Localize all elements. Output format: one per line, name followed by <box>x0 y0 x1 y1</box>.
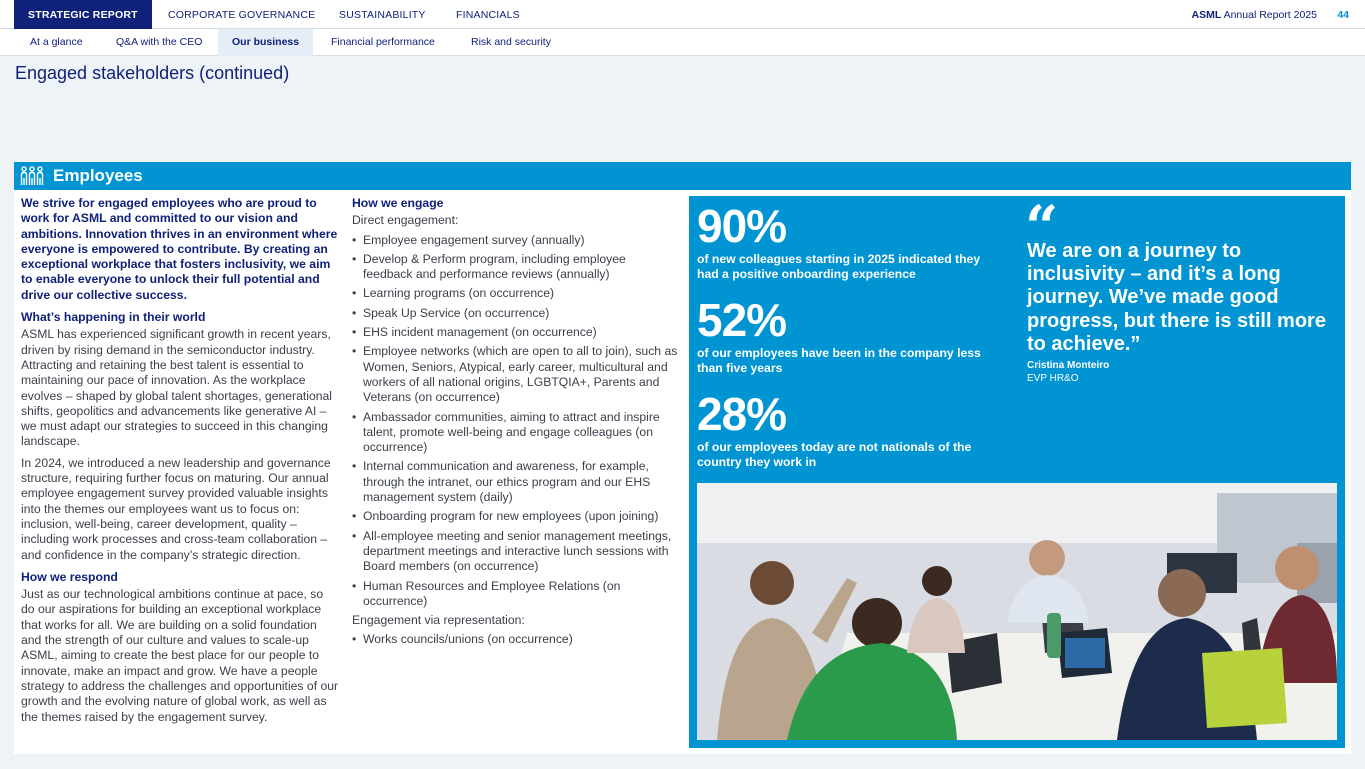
list-item: • Human Resources and Employee Relations (on occurrence) <box>352 579 678 610</box>
paragraph-respond: Just as our technological ambitions continue at pace, so do our aspirations for building an exceptional workplace that works for all. We are building on a solid foundation and the strength of our culture and values to scale-up ASML, aiming to create the best place for our people to innovate, make an impact and grow. We have a people strategy to address the challenges and opportunities of our growth and the evolving nature of global work, as well as the themes raised by the engagement survey. <box>21 587 339 724</box>
list-item: • Speak Up Service (on occurrence) <box>352 306 678 321</box>
lead-paragraph: We strive for engaged employees who are proud to work for ASML and committed to our vision and ambitions. Innovation thrives in an environment where everyone is empowered to contribute. By creating an exceptional workplace that fosters inclusivity, we aim to enable everyone to unlock their full potential and drive our collective success. <box>21 196 338 302</box>
list-item: • EHS incident management (on occurrence) <box>352 325 678 340</box>
paragraph-world-1: ASML has experienced significant growth in recent years, driven by rising demand in the semiconductor industry. Attracting and retaining the best talent is essential to maintaining our pace of innovation. As the workplace evolves – shaped by global talent shortages, generational shifts, geopolitics and advancements like generative AI – we must adapt our strategies to succeed in this changing landscape. <box>21 327 332 449</box>
quote-role: EVP HR&O <box>1027 373 1079 384</box>
stat-description: of our employees today are not nationals of the country they work in <box>697 440 972 469</box>
page-title: Engaged stakeholders (continued) <box>15 63 290 83</box>
section-banner <box>14 162 1351 190</box>
team-meeting-photo <box>697 483 1337 740</box>
quote-author: Cristina Monteiro <box>1027 360 1110 371</box>
list-item: • Learning programs (on occurrence) <box>352 286 678 301</box>
quote-mark-icon: “ <box>1025 193 1059 261</box>
stat-value: 52% <box>697 294 787 346</box>
list-item: • Ambassador communities, aiming to attract and inspire talent, promote well-being and engage colleagues (on occurrence) <box>352 410 678 456</box>
subnav-our-business[interactable]: Our business <box>218 29 313 56</box>
people-group-icon <box>20 166 44 191</box>
list-item: • Works councils/unions (on occurrence) <box>352 632 678 647</box>
brand-name: ASML <box>1191 9 1222 21</box>
direct-engagement-label: Direct engagement: <box>352 213 459 228</box>
column-how-we-engage <box>352 196 678 652</box>
stat-nationality <box>697 390 987 470</box>
tab-corporate-governance[interactable]: CORPORATE GOVERNANCE <box>168 9 316 21</box>
stat-description: of our employees have been in the company less than five years <box>697 346 981 375</box>
top-navigation <box>0 0 1365 29</box>
list-item: • Internal communication and awareness, for example, through the intranet, our ethics program and our EHS management system (daily) <box>352 459 678 505</box>
heading-how-we-respond: How we respond <box>21 569 118 584</box>
list-item: • Develop & Perform program, including employee feedback and performance reviews (annually) <box>352 252 678 283</box>
brand-report-title: Annual Report 2025 <box>1223 9 1317 21</box>
subnav-qa-ceo[interactable]: Q&A with the CEO <box>116 36 203 48</box>
tab-sustainability[interactable]: SUSTAINABILITY <box>339 9 426 21</box>
representation-label: Engagement via representation: <box>352 613 525 628</box>
page-number: 44 <box>1337 9 1349 21</box>
tab-strategic-report[interactable]: STRATEGIC REPORT <box>14 0 152 29</box>
heading-how-we-engage: How we engage <box>352 196 444 210</box>
representation-list <box>352 632 678 647</box>
section-title: Employees <box>53 166 143 185</box>
list-item: • All-employee meeting and senior management meetings, department meetings and interactive lunch sessions with Board members (on occurrence) <box>352 529 678 575</box>
heading-their-world: What’s happening in their world <box>21 310 206 325</box>
stat-value: 28% <box>697 388 787 440</box>
list-item: • Onboarding program for new employees (upon joining) <box>352 509 678 524</box>
sub-navigation <box>0 29 1365 56</box>
list-item: • Employee networks (which are open to all to join), such as Women, Seniors, Atypical, early career, multicultural and workers of all national origins, LGBTQIA+, Parents and Veterans (on occurrence) <box>352 344 678 405</box>
stats-panel <box>689 193 1345 748</box>
subnav-risk-security[interactable]: Risk and security <box>471 36 551 48</box>
list-item: • Employee engagement survey (annually) <box>352 233 678 248</box>
report-brand <box>1192 0 1318 29</box>
stat-tenure <box>697 296 987 376</box>
tab-financials[interactable]: FINANCIALS <box>456 9 520 21</box>
paragraph-world-2: In 2024, we introduced a new leadership and governance structure, requiring further focus on maturing. Our annual employee engagement survey provided valuable insights into the themes our employees want us to focus on: inclusion, well-being, career development, quality – including work processes and cross-team collaboration – and confidence in the company’s strategic direction. <box>21 455 331 562</box>
column-stakeholder-context <box>21 196 339 731</box>
stat-value: 90% <box>697 200 787 252</box>
stat-onboarding <box>697 202 987 282</box>
subnav-financial-performance[interactable]: Financial performance <box>331 36 435 48</box>
direct-engagement-list <box>352 233 678 610</box>
stat-description: of new colleagues starting in 2025 indicated they had a positive onboarding experience <box>697 252 981 281</box>
subnav-at-a-glance[interactable]: At a glance <box>30 36 83 48</box>
pull-quote: We are on a journey to inclusivity – and it’s a long journey. We’ve made good progress, but there is still more to achieve.” <box>1027 240 1326 355</box>
